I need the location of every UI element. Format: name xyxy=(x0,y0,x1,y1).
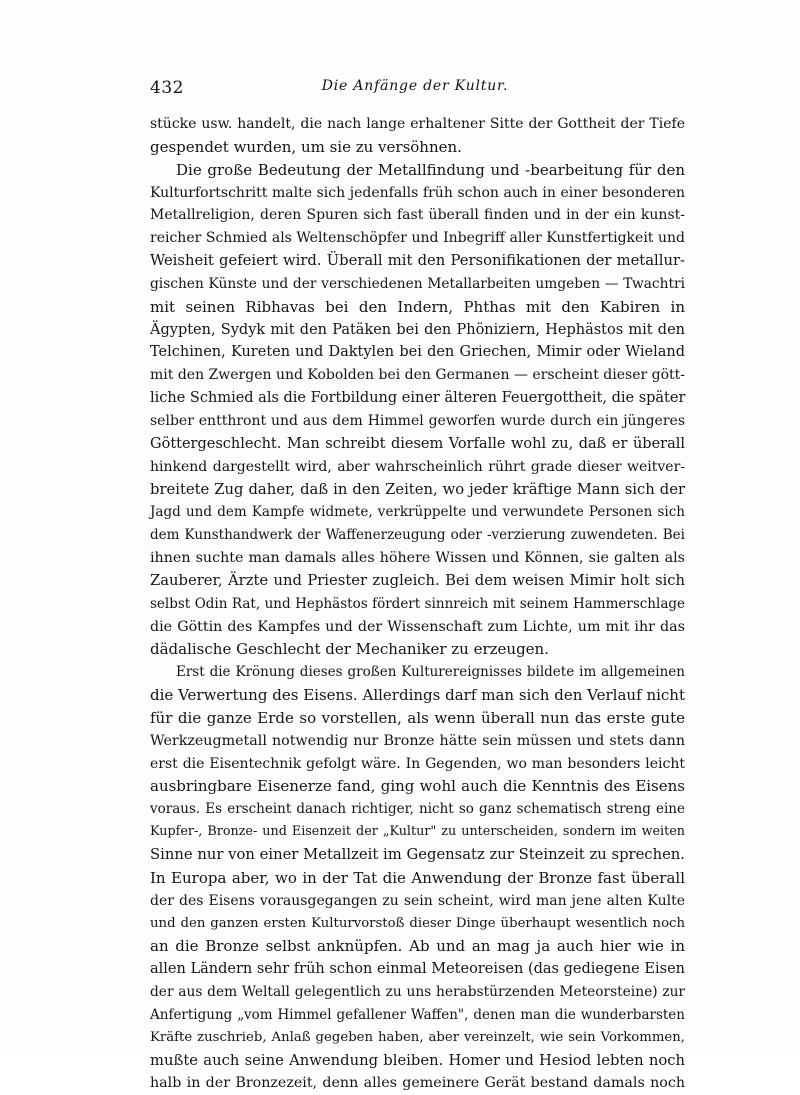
text-line: reicher Schmied als Weltenschöpfer und Inbegriff aller Kunstfertigkeit und xyxy=(150,230,685,247)
text-line: der aus dem Weltall gelegentlich zu uns herabstürzenden Meteorsteine) zur xyxy=(150,984,685,1001)
text-line: Metallreligion, deren Spuren sich fast überall finden und in der ein kunst- xyxy=(150,207,685,224)
text-line: erst die Eisentechnik gefolgt wäre. In Gegenden, wo man besonders leicht xyxy=(150,755,685,772)
text-line: liche Schmied als die Fortbildung einer älteren Feuergottheit, die später xyxy=(150,390,686,407)
text-line: hinkend dargestellt wird, aber wahrscheinlich rührt grade dieser weitver- xyxy=(150,458,685,475)
text-line: gespendet wurden, um sie zu versöhnen. xyxy=(150,137,462,156)
text-line: ihnen suchte man damals alles höhere Wissen und Können, sie galten als xyxy=(150,550,685,567)
text-line: mit den Zwergen und Kobolden bei den Germanen — erscheint dieser gött- xyxy=(150,367,685,384)
text-line: mit seinen Ribhavas bei den Indern, Phthas mit den Kabiren in xyxy=(150,297,685,316)
text-line: Göttergeschlecht. Man schreibt diesem Vorfalle wohl zu, daß er überall xyxy=(150,435,685,452)
text-line: allen Ländern sehr früh schon einmal Meteoreisen (das gediegene Eisen xyxy=(150,961,685,978)
text-line: an die Bronze selbst anknüpfen. Ab und an mag ja auch hier wie in xyxy=(150,937,685,956)
text-line: mußte auch seine Anwendung bleiben. Homer und Hesiod lebten noch xyxy=(150,1051,685,1069)
text-line: dem Kunsthandwerk der Waffenerzeugung oder -verzierung zuwendeten. Bei xyxy=(150,527,685,544)
page-header xyxy=(150,74,680,100)
text-line: Telchinen, Kureten und Daktylen bei den Griechen, Mimir oder Wieland xyxy=(150,344,685,361)
text-line: halb in der Bronzezeit, denn alles gemeinere Gerät bestand damals noch xyxy=(150,1075,685,1092)
text-line: der des Eisens vorausgegangen zu sein scheint, wird man jene alten Kulte xyxy=(150,892,685,909)
text-line: voraus. Es erscheint danach richtiger, nicht so ganz schematisch streng eine xyxy=(150,801,685,818)
text-line: gischen Künste und der verschiedenen Metallarbeiten umgeben — Twachtri xyxy=(150,275,685,292)
running-head: Die Anfänge der Kultur. xyxy=(321,78,509,94)
text-line: In Europa aber, wo in der Tat die Anwendung der Bronze fast überall xyxy=(150,868,685,887)
text-line: Weisheit gefeiert wird. Überall mit den Personifikationen der metallur- xyxy=(150,252,685,270)
text-line: für die ganze Erde so vorstellen, als wenn überall nun das erste gute xyxy=(150,708,685,727)
text-line: selber entthront und aus dem Himmel geworfen wurde durch ein jüngeres xyxy=(150,412,685,429)
text-line: Kupfer-, Bronze- und Eisenzeit der „Kultur" zu unterscheiden, sondern im weiten xyxy=(150,824,685,840)
body-text xyxy=(150,113,685,1095)
text-line: selbst Odin Rat, und Hephästos fördert sinnreich mit seinem Hammerschlage xyxy=(150,595,685,612)
text-line: Sinne nur von einer Metallzeit im Gegensatz zur Steinzeit zu sprechen. xyxy=(150,846,685,863)
text-line: Die große Bedeutung der Metallfindung und -bearbeitung für den xyxy=(176,160,685,179)
text-line: Werkzeugmetall notwendig nur Bronze hätte sein müssen und stets dann xyxy=(150,732,685,749)
text-line: Zauberer, Ärzte und Priester zugleich. Bei dem weisen Mimir holt sich xyxy=(150,571,685,589)
text-line: Kräfte zuschrieb, Anlaß gegeben haben, aber vereinzelt, wie sein Vorkommen, xyxy=(150,1029,685,1045)
text-line: Ägypten, Sydyk mit den Patäken bei den Phöniziern, Hephästos mit den xyxy=(150,321,685,338)
page-number: 432 xyxy=(150,78,184,98)
text-line: dädalische Geschlecht der Mechaniker zu erzeugen. xyxy=(150,640,549,659)
text-line: die Göttin des Kampfes und der Wissenschaft zum Lichte, um mit ihr das xyxy=(150,618,685,635)
text-line: Anfertigung „vom Himmel gefallener Waffen", denen man die wunderbarsten xyxy=(150,1006,685,1023)
text-line: stücke usw. handelt, die nach lange erhaltener Sitte der Gottheit der Tiefe xyxy=(150,116,685,132)
text-line: Jagd und dem Kampfe widmete, verkrüppelte und verwundete Personen sich xyxy=(150,504,685,521)
text-line: und den ganzen ersten Kulturvorstoß dieser Dinge überhaupt wesentlich noch xyxy=(150,915,685,931)
text-line: breitete Zug daher, daß in den Zeiten, wo jeder kräftige Mann sich der xyxy=(150,480,685,498)
text-line: die Verwertung des Eisens. Allerdings darf man sich den Verlauf nicht xyxy=(150,686,685,705)
text-line: Erst die Krönung dieses großen Kulturereignisses bildete im allgemeinen xyxy=(176,664,685,681)
text-line: ausbringbare Eisenerze fand, ging wohl auch die Kenntnis des Eisens xyxy=(150,777,685,796)
text-line: Kulturfortschritt malte sich jedenfalls früh schon auch in einer besonderen xyxy=(150,184,685,201)
